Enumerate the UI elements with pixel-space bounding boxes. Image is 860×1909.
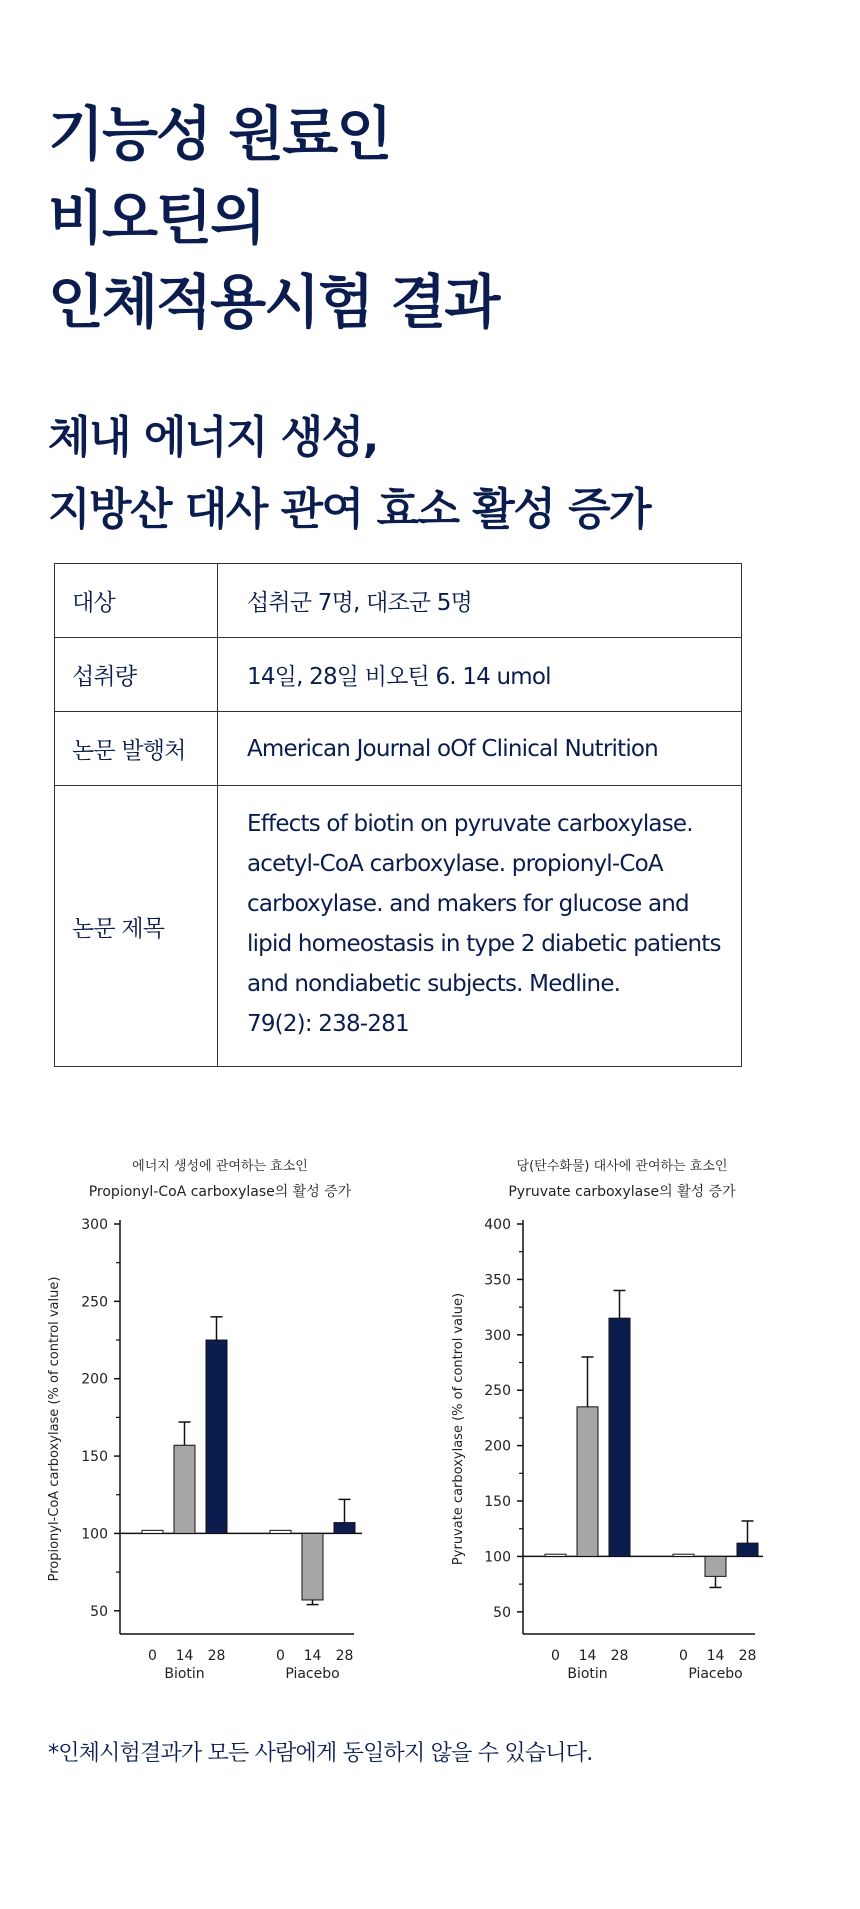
bar xyxy=(174,1445,195,1533)
x-tick-label: 28 xyxy=(207,1648,226,1664)
y-tick-label: 300 xyxy=(484,1327,511,1344)
y-tick-label: 200 xyxy=(484,1438,511,1455)
paper-title-line: carboxylase. and makers for glucose and xyxy=(247,891,689,917)
propionyl-coa-chart-svg xyxy=(40,1140,400,1700)
bar xyxy=(206,1340,227,1533)
y-tick-label: 50 xyxy=(90,1603,108,1620)
chart-propionyl-coa xyxy=(40,1140,400,1704)
x-tick-label: 0 xyxy=(276,1648,285,1664)
pyruvate-chart-svg xyxy=(440,1140,800,1700)
bar xyxy=(545,1554,566,1556)
bar xyxy=(270,1530,291,1533)
y-tick-label: 400 xyxy=(484,1217,511,1233)
bar xyxy=(577,1407,598,1557)
chart-title: Pyruvate carboxylase의 활성 증가 xyxy=(508,1184,736,1200)
paper-title-line: acetyl-CoA carboxylase. propionyl-CoA xyxy=(247,851,663,877)
y-tick-label: 250 xyxy=(484,1383,511,1400)
x-tick-label: 0 xyxy=(679,1648,688,1664)
page-headline xyxy=(48,92,498,344)
x-tick-label: 0 xyxy=(148,1648,157,1664)
table-row xyxy=(55,564,742,638)
bar xyxy=(302,1533,323,1600)
y-tick-label: 350 xyxy=(484,1272,511,1289)
x-tick-label: 14 xyxy=(578,1648,597,1664)
paper-title-line: lipid homeostasis in type 2 diabetic patients xyxy=(247,931,721,957)
y-tick-label: 250 xyxy=(81,1294,108,1311)
x-tick-label: 14 xyxy=(706,1648,725,1664)
y-tick-label: 100 xyxy=(81,1526,108,1543)
table-row xyxy=(55,712,742,786)
x-group-label: Biotin xyxy=(567,1666,608,1682)
y-axis-label: Pyruvate carboxylase (% of control value) xyxy=(451,1292,466,1566)
y-tick-label: 150 xyxy=(81,1449,108,1466)
paper-title-line: Effects of biotin on pyruvate carboxylase. xyxy=(247,811,693,837)
paper-title-line: and nondiabetic subjects. Medline. xyxy=(247,971,621,997)
bar xyxy=(673,1554,694,1556)
row-label-publisher: 논문 발행처 xyxy=(55,712,218,786)
bar xyxy=(737,1543,758,1556)
chart-title: 에너지 생성에 관여하는 효소인 xyxy=(132,1159,308,1174)
headline-line-2: 비오틴의 xyxy=(48,184,265,252)
y-axis-label: Propionyl-CoA carboxylase (% of control value) xyxy=(47,1276,62,1582)
row-value-subjects: 섭취군 7명, 대조군 5명 xyxy=(218,564,742,638)
bar xyxy=(609,1318,630,1556)
y-tick-label: 100 xyxy=(484,1549,511,1566)
y-tick-label: 150 xyxy=(484,1494,511,1511)
row-value-paper-title xyxy=(218,786,742,1067)
row-label-paper-title: 논문 제목 xyxy=(55,786,218,1067)
subheadline-line-1: 체내 에너지 생성, xyxy=(48,412,378,463)
section-subheadline xyxy=(48,402,650,546)
row-value-dosage: 14일, 28일 비오틴 6. 14 umol xyxy=(218,638,742,712)
x-tick-label: 14 xyxy=(175,1648,194,1664)
x-tick-label: 28 xyxy=(610,1648,629,1664)
study-info-table xyxy=(54,563,742,1067)
paper-title-line: 79(2): 238-281 xyxy=(247,1011,409,1037)
x-group-label: Piacebo xyxy=(285,1666,340,1682)
y-tick-label: 300 xyxy=(81,1217,108,1233)
chart-title: 당(탄수화물) 대사에 관여하는 효소인 xyxy=(516,1159,728,1174)
headline-line-1: 기능성 원료인 xyxy=(48,100,391,168)
x-tick-label: 28 xyxy=(335,1648,354,1664)
disclaimer-footnote: *인체시험결과가 모든 사람에게 동일하지 않을 수 있습니다. xyxy=(48,1741,593,1766)
y-tick-label: 200 xyxy=(81,1371,108,1388)
x-group-label: Biotin xyxy=(164,1666,205,1682)
chart-pyruvate xyxy=(440,1140,800,1704)
headline-line-3: 인체적용시험 결과 xyxy=(48,268,499,336)
x-tick-label: 28 xyxy=(738,1648,757,1664)
row-label-dosage: 섭취량 xyxy=(55,638,218,712)
x-tick-label: 0 xyxy=(551,1648,560,1664)
table-row xyxy=(55,638,742,712)
row-label-subjects: 대상 xyxy=(55,564,218,638)
x-tick-label: 14 xyxy=(303,1648,322,1664)
bar xyxy=(142,1530,163,1533)
bar xyxy=(705,1556,726,1576)
bar xyxy=(334,1523,355,1534)
subheadline-line-2: 지방산 대사 관여 효소 활성 증가 xyxy=(48,484,651,535)
x-group-label: Piacebo xyxy=(688,1666,743,1682)
chart-title: Propionyl-CoA carboxylase의 활성 증가 xyxy=(88,1184,352,1200)
table-row xyxy=(55,786,742,1067)
row-value-publisher: American Journal oOf Clinical Nutrition xyxy=(218,712,742,786)
y-tick-label: 50 xyxy=(493,1604,511,1621)
